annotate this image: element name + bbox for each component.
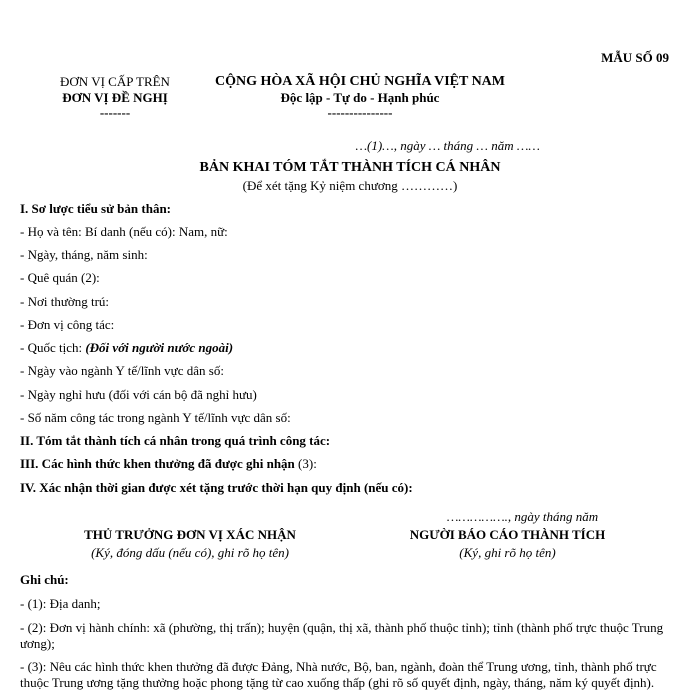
field-name: - Họ và tên: Bí danh (nếu có): Nam, nữ: [20,224,228,239]
note-1: - (1): Địa danh; [20,596,101,611]
section-3-suffix: (3): [294,456,317,471]
note-2: - (2): Đơn vị hành chính: xã (phường, thị trấn); huyện (quận, thị xã, thành phố thuộc tỉnh); tỉnh (thành phố trực thuộc Trung ương); [20,620,664,651]
field-workplace: - Đơn vị công tác: [20,317,115,332]
nation-name: CỘNG HÒA XÃ HỘI CHỦ NGHĨA VIỆT NAM [214,74,505,89]
document-title: BẢN KHAI TÓM TẮT THÀNH TÍCH CÁ NHÂN [199,160,501,175]
form-code: MẪU SỐ 09 [601,50,669,65]
left-signature-note: (Ký, đóng dấu (nếu có), ghi rõ họ tên) [91,545,289,560]
field-nationality [20,340,675,356]
left-signature-title: THỦ TRƯỞNG ĐƠN VỊ XÁC NHẬN [84,527,296,542]
notes-heading: Ghi chú: [20,572,69,587]
section-4-heading: IV. Xác nhận thời gian được xét tặng trước thời hạn quy định (nếu có): [20,480,413,495]
field-birthdate: - Ngày, tháng, năm sinh: [20,247,148,262]
field-nationality-note: (Đối với người nước ngoài) [85,340,234,355]
right-signature-date: ……………., ngày tháng năm [446,509,599,524]
national-motto-block [210,74,510,120]
right-signature-title: NGƯỜI BÁO CÁO THÀNH TÍCH [409,527,606,542]
left-signature-block [40,526,340,562]
note-3: - (3): Nêu các hình thức khen thưởng đã được Đảng, Nhà nước, Bộ, ban, ngành, đoàn thể Trung ương, tỉnh, thành phố trực thuộc Trung ương tặng thưởng hoặc phong tặng từ cao xuống thấp (ghi rõ số quyết định, ngày, tháng, năm ký quyết định). [20,659,657,690]
section-3-heading [20,456,675,472]
organization-block [40,74,190,120]
nation-motto: Độc lập - Tự do - Hạnh phúc [280,90,440,105]
org-line-1: ĐƠN VỊ CẤP TRÊN [60,74,170,89]
right-signature-note: (Ký, ghi rõ họ tên) [459,545,556,560]
field-retire-date: - Ngày nghỉ hưu (đối với cán bộ đã nghỉ hưu) [20,387,257,402]
field-years-service: - Số năm công tác trong ngành Y tế/lĩnh vực dân số: [20,410,291,425]
org-divider: ------- [99,105,131,120]
date-line: …(1)…, ngày … tháng … năm …… [355,138,540,153]
field-start-date: - Ngày vào ngành Y tế/lĩnh vực dân số: [20,363,224,378]
document-subtitle: (Để xét tặng Kỷ niệm chương …………) [242,178,458,193]
section-1-heading: I. Sơ lược tiểu sử bản thân: [20,201,171,216]
org-line-2: ĐƠN VỊ ĐỀ NGHỊ [62,90,168,105]
field-nationality-label: - Quốc tịch: [20,340,86,355]
field-hometown: - Quê quán (2): [20,270,100,285]
nation-divider: --------------- [327,105,393,120]
right-signature-block [375,508,640,562]
section-3-title: III. Các hình thức khen thưởng đã được ghi nhận [20,456,295,471]
section-2-heading: II. Tóm tắt thành tích cá nhân trong quá trình công tác: [20,433,331,448]
field-residence: - Nơi thường trú: [20,294,110,309]
